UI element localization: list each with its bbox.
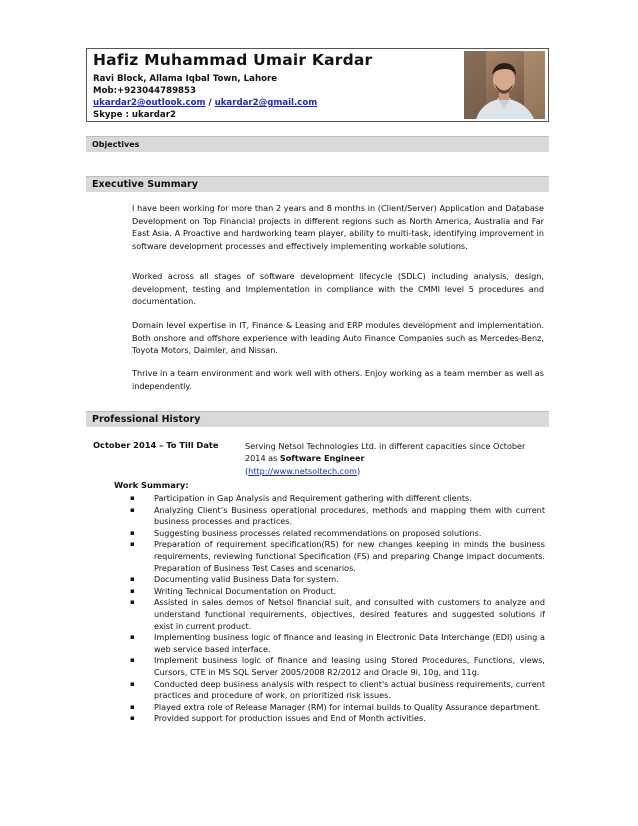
work-summary-label: Work Summary: (114, 480, 189, 490)
executive-summary-section-bar (86, 176, 549, 192)
bullet-icon: ▪ (130, 656, 135, 665)
bullet-icon: ▪ (130, 598, 135, 607)
bullet-icon: ▪ (130, 586, 135, 595)
bullet-icon: ▪ (130, 540, 135, 549)
job-title: Software Engineer (279, 453, 365, 464)
list-item: ▪ Analyzing Client’s Business operational procedures, methods and mapping them with current business processes and practices. (130, 504, 545, 527)
company-website-link[interactable]: http://www.netsoltech.com (248, 465, 357, 476)
list-item: ▪ Provided support for production issues and End of Month activities. (130, 713, 426, 724)
professional-history-section-bar (86, 411, 549, 427)
bullet-icon: ▪ (130, 679, 135, 688)
list-item: ▪ Played extra role of Release Manager (RM) for internal builds to Quality Assurance department. (130, 701, 541, 712)
executive-summary-heading: Executive Summary (92, 179, 198, 190)
summary-paragraph-3: Domain level expertise in IT, Finance & Leasing and ERP modules development and implementation. Both onshore and offshore experience with leading Auto Finance Companies such as Mercedes-Benz, Toyota Motors, Daimler, and Nissan. (132, 320, 544, 356)
bullet-icon: ▪ (130, 528, 135, 537)
list-item: ▪ Preparation of requirement specification(RS) for new changes keeping in minds the business requirements, reviewing functional Specification (FS) and preparing Change impact documents. Preparation of Business Test Cases and scenarios. (130, 539, 545, 573)
professional-history-heading: Professional History (92, 414, 201, 425)
link-open-paren: ( (245, 465, 249, 476)
list-item: ▪ Documenting valid Business Data for system. (130, 574, 339, 585)
employment-dates: October 2014 – To Till Date (93, 440, 219, 450)
bullet-icon: ▪ (130, 702, 135, 711)
profile-photo (464, 51, 545, 119)
list-item: ▪ Assisted in sales demos of Netsol financial suit, and consulted with customers to analyze and understand functional requirements, objectives, desired features and suggested solutions if exist in current product. (130, 597, 545, 631)
list-item: ▪ Writing Technical Documentation on Product. (130, 585, 337, 596)
list-item: ▪ Implement business logic of finance and leasing using Stored Procedures, Functions, views, Cursors, CTE in MS SQL Server 2005/2008 R2/2012 and Oracle 9i, 10g, and 11g. (130, 655, 545, 677)
list-item: ▪ Implementing business logic of finance and leasing in Electronic Data Interchange (EDI) using a web service based interface. (130, 632, 545, 654)
link-close-paren: ) (356, 465, 361, 476)
list-item: ▪ Participation in Gap Analysis and Requirement gathering with different clients. (130, 493, 472, 503)
employment-text: Serving Netsol Technologies Ltd. in different capacities since October 2014 as (245, 441, 526, 464)
list-item: ▪ Conducted deep business analysis with respect to client's actual business requirements, current practices and procedure of work, on prioritized risk issues. (130, 678, 545, 701)
bullet-icon: ▪ (130, 714, 135, 723)
bullet-icon: ▪ (130, 575, 135, 584)
list-item: ▪ Suggesting business processes related recommendations on proposed solutions. (130, 527, 482, 538)
bullet-icon: ▪ (130, 494, 135, 502)
bullet-icon: ▪ (130, 633, 135, 642)
address: Ravi Block, Allama Iqbal Town, Lahore (93, 74, 278, 84)
email-separator: / (205, 98, 215, 108)
email-link-outlook[interactable]: ukardar2@outlook.com (93, 98, 206, 108)
objectives-section-bar (86, 136, 549, 152)
summary-paragraph-1: I have been working for more than 2 years and 8 months in (Client/Server) Application and Database Development on Top Financial projects in different regions such as North America, Australia and Far East Asia. A Proactive and hardworking team player, ability to multi-task, identifying improvement in software development processes and effectively implementing workable solutions. (132, 203, 544, 251)
bullet-icon: ▪ (130, 505, 135, 514)
skype-id: Skype : ukardar2 (93, 110, 176, 120)
objectives-heading: Objectives (92, 140, 140, 149)
summary-paragraph-2: Worked across all stages of software development lifecycle (SDLC) including analysis, design, development, testing and Implementation in compliance with the CMMI level 5 procedures and documentation. (132, 271, 544, 307)
work-summary-list (128, 493, 545, 725)
mobile-number: Mob:+923044789853 (93, 86, 196, 96)
email-line (93, 98, 317, 108)
email-link-gmail[interactable]: ukardar2@gmail.com (214, 98, 318, 108)
summary-paragraph-4: Thrive in a team environment and work well with others. Enjoy working as a team member as well as independently. (132, 368, 544, 391)
candidate-name: Hafiz Muhammad Umair Kardar (93, 51, 373, 69)
employment-description (245, 440, 545, 477)
contact-header (86, 48, 549, 122)
